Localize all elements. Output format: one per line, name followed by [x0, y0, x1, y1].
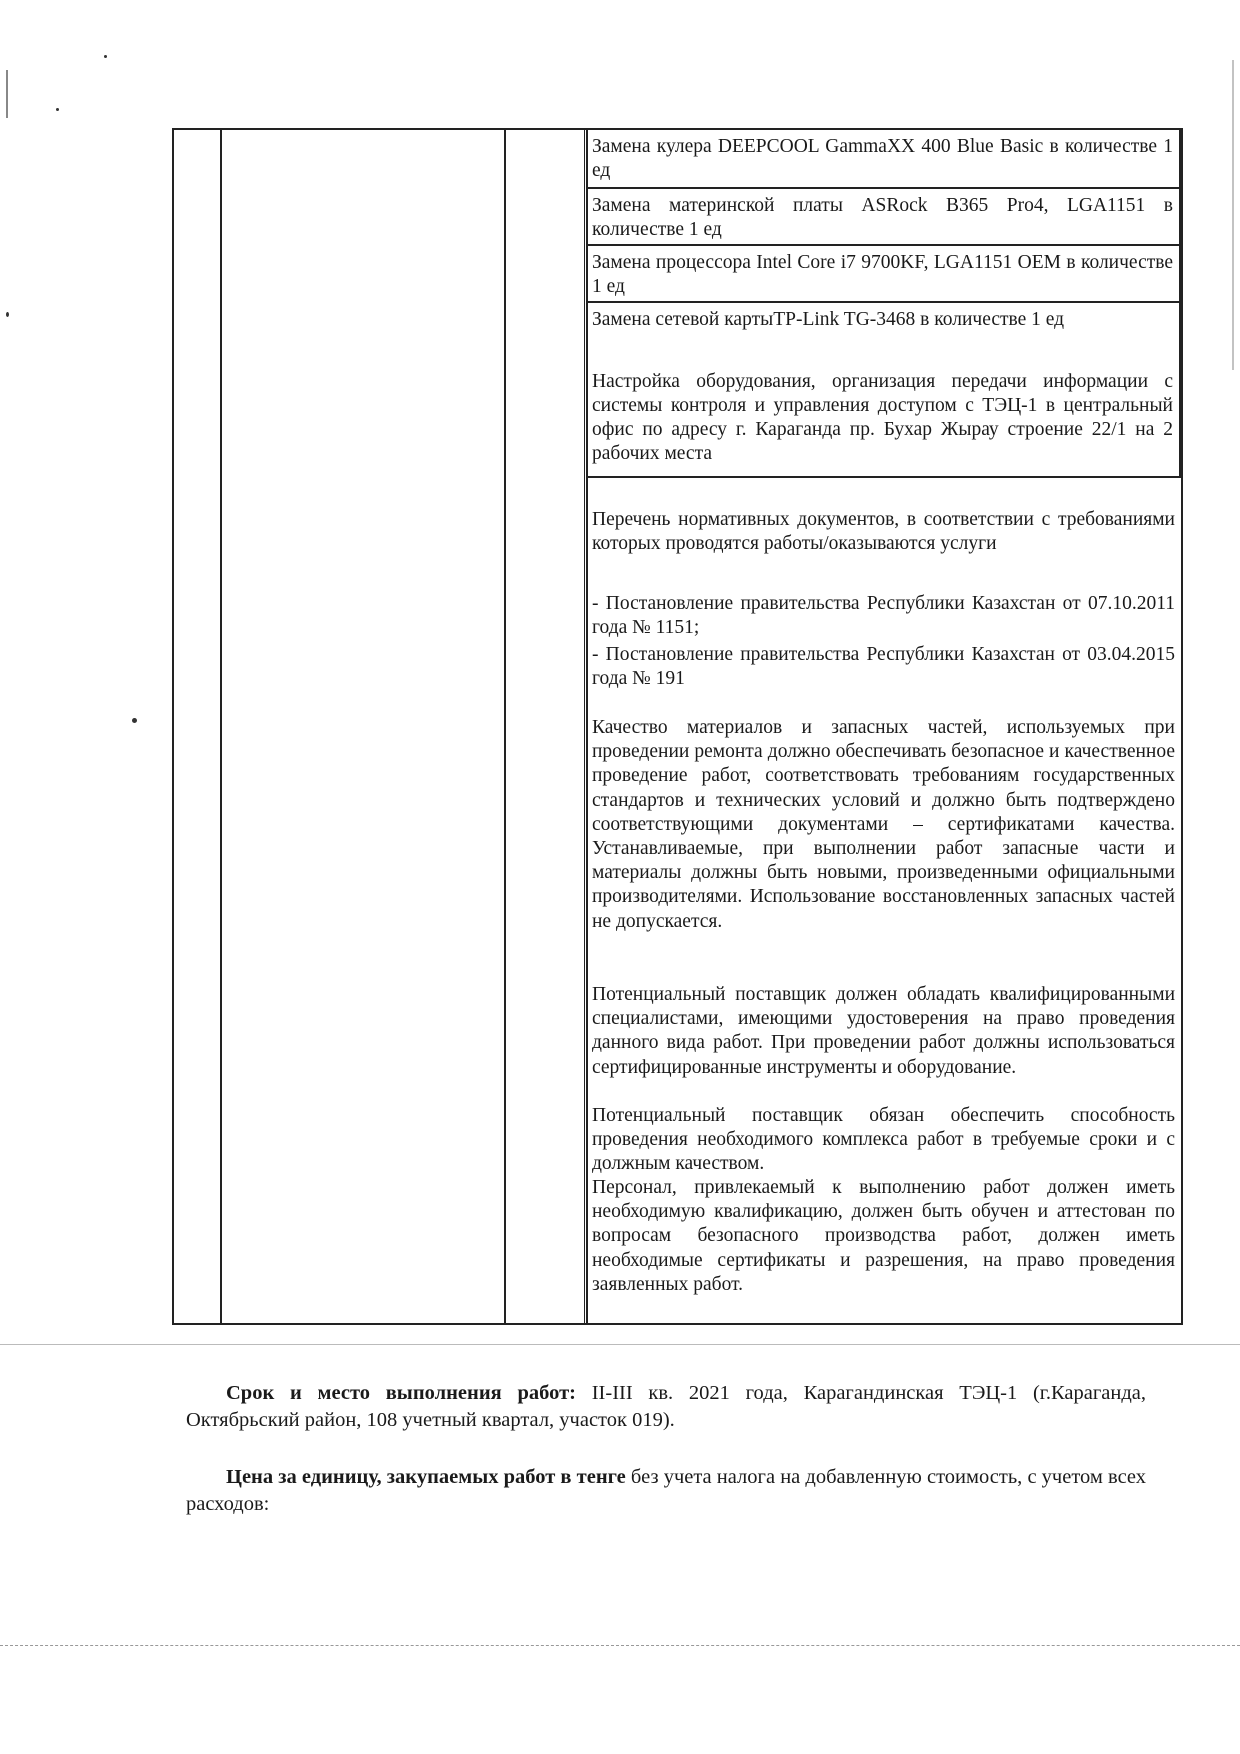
description-column	[586, 130, 1181, 1323]
setup-text: Настройка оборудования, организация передачи информации с системы контроля и управления доступом с ТЭЦ-1 в центральный офис по адресу г. Караганда пр. Бухар Жырау строение 22/1 на 2 рабочих места	[592, 371, 1173, 464]
scan-edge-mark	[1232, 60, 1234, 370]
scan-speck	[132, 718, 137, 723]
table-column-divider	[584, 130, 585, 1323]
price-text: без учета налога на добавленную стоимость, с учетом всех расходов:	[186, 1466, 1147, 1515]
page-separator	[0, 1344, 1240, 1345]
scan-speck	[104, 55, 107, 58]
term-text: II-III кв. 2021 года, Карагандинская ТЭЦ-1 (г.Караганда, Октябрьский район, 108 учетный квартал, участок 019).	[186, 1382, 1146, 1431]
personnel-requirements: Персонал, привлекаемый к выполнению работ должен иметь необходимую квалификацию, должен быть обучен и аттестован по вопросам безопасного производства работ, должен иметь необходимые сертификаты и разрешения, на право проведения заявленных работ.	[592, 1177, 1175, 1295]
network-card-text: Замена сетевой картыTP-Link TG-3468 в количестве 1 ед	[592, 309, 1065, 330]
scan-speck	[56, 108, 59, 111]
price-paragraph	[186, 1464, 1146, 1518]
term-paragraph	[186, 1380, 1146, 1434]
equipment-item-cooler: Замена кулера DEEPCOOL GammaXX 400 Blue Basic в количестве 1 ед	[592, 136, 1173, 181]
normative-title: Перечень нормативных документов, в соответствии с требованиями которых проводятся работы/оказываются услуги	[592, 509, 1175, 555]
scan-edge-mark	[6, 70, 8, 118]
table-column-divider	[220, 130, 222, 1323]
works-table	[172, 128, 1183, 1325]
equipment-item-motherboard: Замена материнской платы ASRock B365 Pro4, LGA1151 в количестве 1 ед	[586, 187, 1179, 244]
table-column-divider	[504, 130, 506, 1323]
supplier-qualification: Потенциальный поставщик должен обладать квалифицированными специалистами, имеющими удостоверения на право проведения данного вида работ. При проведении работ должны использоваться сертифицированные инструменты и оборудование.	[592, 984, 1175, 1078]
page-separator	[0, 1645, 1240, 1646]
quality-requirements: Качество материалов и запасных частей, используемых при проведении ремонта должно обеспечивать безопасное и качественное проведение работ, соответствовать требованиям государственных стандартов и технических условий и должно быть подтверждено соответствующими документами – сертификатами качества. Устанавливаемые, при выполнении работ запасные части и материалы должны быть новыми, произведенными официальными производителями. Использование восстановленных запасных частей не допускается.	[592, 717, 1175, 932]
normative-doc-2: - Постановление правительства Республики Казахстан от 03.04.2015 года № 191	[592, 644, 1175, 690]
scan-speck	[6, 312, 9, 317]
equipment-item-network-card	[586, 301, 1179, 476]
supplier-capability: Потенциальный поставщик обязан обеспечить способность проведения необходимого комплекса работ в требуемые сроки и с должным качеством.	[592, 1105, 1175, 1175]
term-label: Срок и место выполнения работ:	[226, 1382, 576, 1404]
normative-doc-1: - Постановление правительства Республики Казахстан от 07.10.2011 года № 1151;	[592, 593, 1175, 639]
equipment-item-processor: Замена процессора Intel Core i7 9700KF, LGA1151 OEM в количестве 1 ед	[586, 244, 1179, 301]
price-label: Цена за единицу, закупаемых работ в тенге	[226, 1466, 626, 1488]
equipment-list	[586, 130, 1181, 478]
